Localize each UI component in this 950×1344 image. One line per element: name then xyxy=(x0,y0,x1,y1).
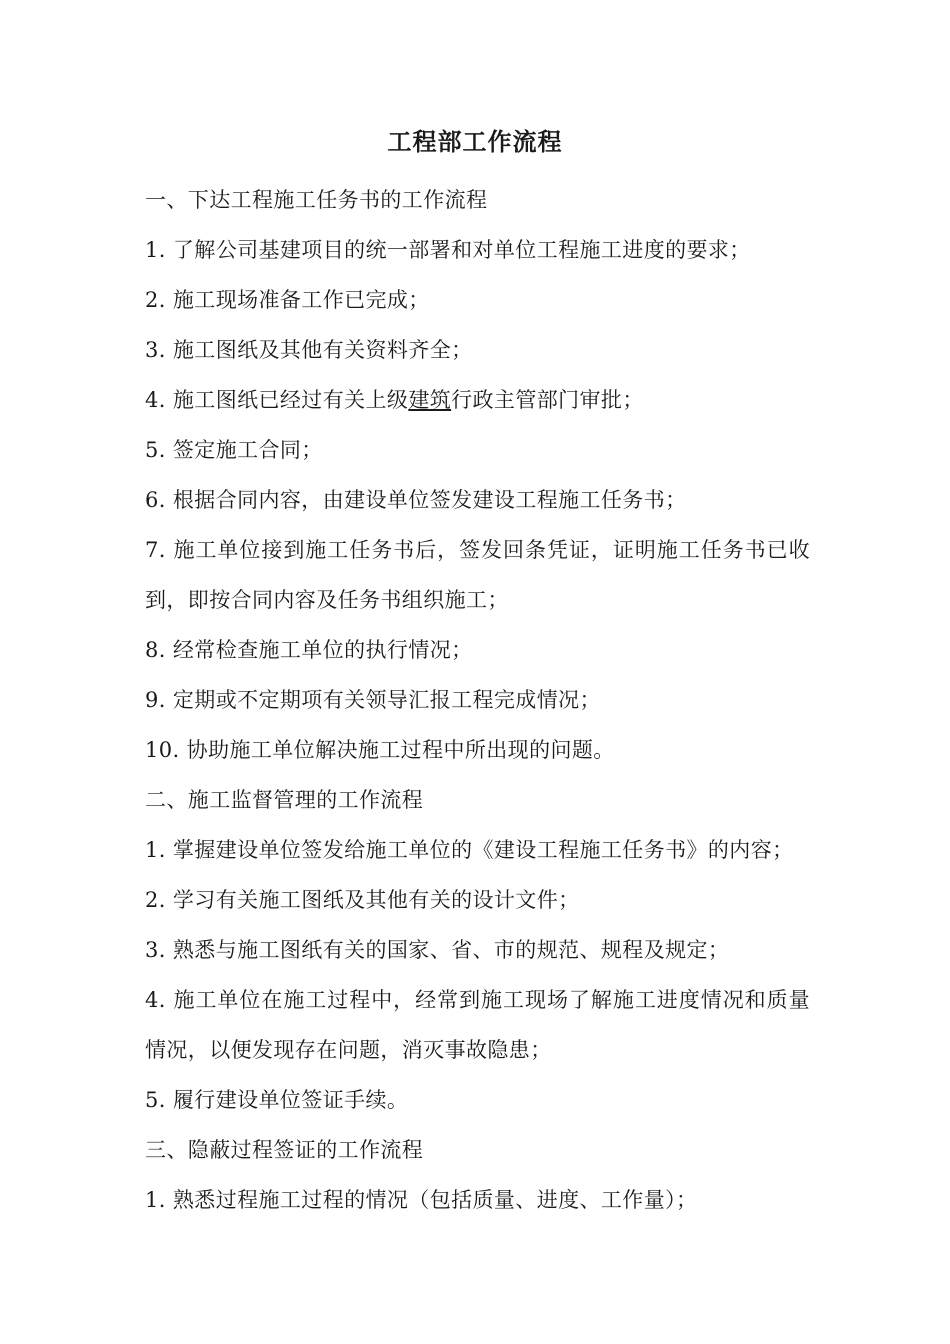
section-1-item-1: 1. 了解公司基建项目的统一部署和对单位工程施工进度的要求； xyxy=(145,238,751,262)
section-1-item-4-text-before: 4. 施工图纸已经过有关上级 xyxy=(145,388,409,412)
document-title: 工程部工作流程 xyxy=(387,127,563,156)
section-1-item-4-underlined-text: 建筑 xyxy=(408,388,452,412)
document-body xyxy=(145,175,810,1225)
section-3-item-1: 1. 熟悉过程施工过程的情况（包括质量、进度、工作量）； xyxy=(145,1188,698,1212)
section-1-item-5: 5. 签定施工合同； xyxy=(145,438,323,462)
section-2-heading: 二、施工监督管理的工作流程 xyxy=(145,788,424,812)
section-3-heading: 三、隐蔽过程签证的工作流程 xyxy=(145,1138,424,1162)
section-1-item-4-text-after: 行政主管部门审批； xyxy=(451,388,644,412)
section-1-item-4 xyxy=(145,375,810,425)
section-1-item-9: 9. 定期或不定期项有关领导汇报工程完成情况； xyxy=(145,688,601,712)
section-1-item-2: 2. 施工现场准备工作已完成； xyxy=(145,288,430,312)
section-1-item-10: 10. 协助施工单位解决施工过程中所出现的问题。 xyxy=(145,738,615,762)
section-1-item-6: 6. 根据合同内容，由建设单位签发建设工程施工任务书； xyxy=(145,488,687,512)
section-1-item-3: 3. 施工图纸及其他有关资料齐全； xyxy=(145,338,473,362)
section-2-item-2: 2. 学习有关施工图纸及其他有关的设计文件； xyxy=(145,888,580,912)
section-2-item-4: 4. 施工单位在施工过程中，经常到施工现场了解施工进度情况和质量情况，以便发现存在问题，消灭事故隐患； xyxy=(145,988,810,1062)
section-2-item-5: 5. 履行建设单位签证手续。 xyxy=(145,1088,409,1112)
section-1-heading: 一、下达工程施工任务书的工作流程 xyxy=(145,188,488,212)
section-2-item-1: 1. 掌握建设单位签发给施工单位的《建设工程施工任务书》的内容； xyxy=(145,838,794,862)
section-1-item-7: 7. 施工单位接到施工任务书后，签发回条凭证，证明施工任务书已收到，即按合同内容及任务书组织施工； xyxy=(145,538,810,612)
section-1-item-8: 8. 经常检查施工单位的执行情况； xyxy=(145,638,473,662)
section-2-item-3: 3. 熟悉与施工图纸有关的国家、省、市的规范、规程及规定； xyxy=(145,938,730,962)
